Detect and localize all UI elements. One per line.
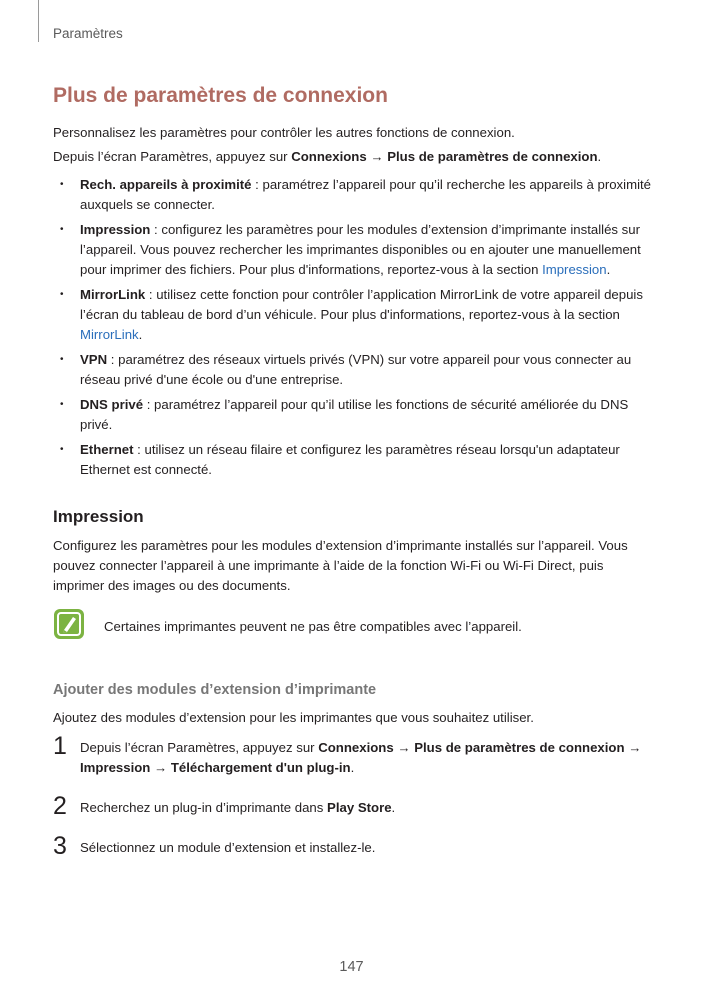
step-suffix: . [391, 800, 396, 815]
desc: : configurez les paramètres pour les modules d’extension d’imprimante installés sur l’appareil. Vous pouvez rechercher les imprimantes disponibles ou en ajouter une manuellement pour imprimer des fichiers. Pour plus d'informations, reportez-vous à la section [80, 222, 641, 277]
impression-body: Configurez les paramètres pour les modules d’extension d’imprimante installés sur l’appareil. Vous pouvez connecter l’appareil à une imprimante à l’aide de la fonction Wi-Fi ou Wi-Fi Direct, puis imprimer des images ou des documents. [53, 538, 628, 593]
subsection-title-plugins: Ajouter des modules d’extension d’imprimante [53, 682, 377, 698]
term: MirrorLink [80, 287, 146, 302]
desc: : utilisez un réseau filaire et configurez les paramètres réseau lorsqu'un adaptateur Ethernet est connecté. [80, 442, 620, 477]
page-title: Plus de paramètres de connexion [53, 84, 388, 107]
step-text: Sélectionnez un module d’extension et installez-le. [80, 840, 376, 855]
list-item-ethernet [53, 440, 653, 480]
menu-connexions: Connexions [318, 740, 394, 755]
step-number: 1 [53, 732, 67, 760]
desc-end: . [606, 262, 611, 277]
step-1 [53, 732, 653, 778]
settings-list [53, 175, 653, 480]
term: Ethernet [80, 442, 134, 457]
note-box [53, 612, 653, 646]
steps-list [53, 732, 653, 860]
arrow: → [150, 760, 171, 775]
step-text: Recherchez un plug-in d’imprimante dans [80, 800, 328, 815]
term: DNS privé [80, 397, 144, 412]
page-content [53, 83, 653, 878]
list-item-impression [53, 220, 653, 280]
page-number: 147 [339, 959, 364, 975]
path-suffix: . [597, 149, 602, 164]
term: VPN [80, 352, 108, 367]
path-instruction [53, 147, 653, 167]
term: Rech. appareils à proximité [80, 177, 252, 192]
menu-connexions: Connexions [291, 149, 367, 164]
menu-plus-parametres: Plus de paramètres de connexion [414, 740, 625, 755]
step-3 [53, 832, 653, 860]
header-rule [38, 0, 39, 42]
menu-download-plugin: Téléchargement d'un plug-in [170, 760, 351, 775]
step-number: 3 [53, 832, 67, 860]
step-2 [53, 792, 653, 820]
desc: : paramétrez l’appareil pour qu’il recherche les appareils à proximité auxquels se connecter. [80, 177, 651, 212]
desc: : utilisez cette fonction pour contrôler l’application MirrorLink de votre appareil depuis l’écran du tableau de bord d’un véhicule. Pour plus d'informations, reportez-vous à la section [80, 287, 643, 322]
menu-plus-parametres: Plus de paramètres de connexion [387, 149, 598, 164]
desc: : paramétrez des réseaux virtuels privés (VPN) sur votre appareil pour vous connecter au réseau privé d'une école ou d'une entreprise. [80, 352, 632, 387]
list-item-vpn [53, 350, 653, 390]
note-text: Certaines imprimantes peuvent ne pas être compatibles avec l’appareil. [104, 619, 522, 634]
step-suffix: . [350, 760, 355, 775]
list-item-nearby [53, 175, 653, 215]
arrow: → [624, 740, 642, 755]
list-item-dns [53, 395, 653, 435]
plugins-intro: Ajoutez des modules d’extension pour les imprimantes que vous souhaitez utiliser. [53, 710, 534, 725]
desc: : paramétrez l’appareil pour qu’il utilise les fonctions de sécurité améliorée du DNS privé. [80, 397, 629, 432]
list-item-mirrorlink [53, 285, 653, 345]
link-impression[interactable]: Impression [542, 262, 607, 277]
running-header: Paramètres [53, 26, 123, 41]
menu-play-store: Play Store [327, 800, 392, 815]
step-number: 2 [53, 792, 67, 820]
section-title-impression: Impression [53, 507, 144, 526]
term: Impression [80, 222, 151, 237]
path-prefix: Depuis l’écran Paramètres, appuyez sur [53, 149, 292, 164]
note-pencil-icon [53, 608, 85, 640]
step-text: Depuis l’écran Paramètres, appuyez sur [80, 740, 319, 755]
link-mirrorlink[interactable]: MirrorLink [80, 327, 139, 342]
intro-text: Personnalisez les paramètres pour contrôler les autres fonctions de connexion. [53, 125, 515, 140]
arrow: → [366, 149, 388, 164]
desc-end: . [138, 327, 143, 342]
menu-impression: Impression [80, 760, 151, 775]
arrow: → [393, 740, 415, 755]
